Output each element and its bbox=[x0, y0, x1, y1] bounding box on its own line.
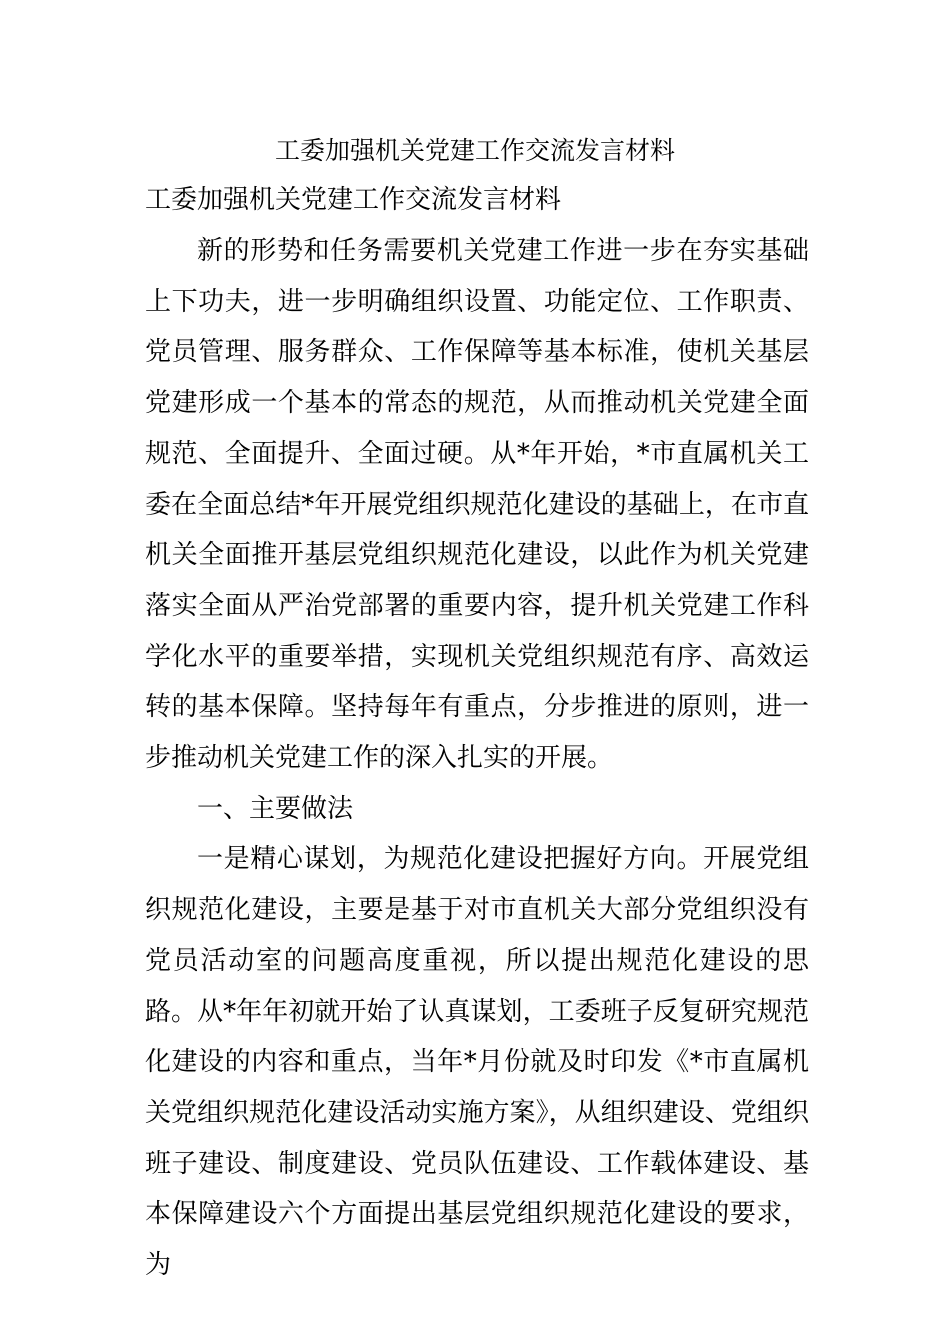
document-subtitle: 工委加强机关党建工作交流发言材料 bbox=[145, 185, 562, 215]
document-title: 工委加强机关党建工作交流发言材料 bbox=[274, 136, 675, 165]
paragraph-planning: 一是精心谋划，为规范化建设把握好方向。开展党组织规范化建设，主要是基于对市直机关大部分党组织没有党员活动室的问题高度重视，所以提出规范化建设的思路。从*年年初就开始了认真谋划，工委班子反复研究规范化建设的内容和重点，当年*月份就及时印发《*市直属机关党组织规范化建设活动实施方案》，从组织建设、党组织班子建设、制度建设、党员队伍建设、工作载体建设、基本保障建设六个方面提出基层党组织规范化建设的要求，为 bbox=[145, 844, 809, 1281]
paragraph-intro: 新的形势和任务需要机关党建工作进一步在夯实基础上下功夫，进一步明确组织设置、功能定位、工作职责、党员管理、服务群众、工作保障等基本标准，使机关基层党建形成一个基本的常态的规范，从而推动机关党建全面规范、全面提升、全面过硬。从*年开始，*市直属机关工委在全面总结*年开展党组织规范化建设的基础上，在市直机关全面推开基层党组织规范化建设，以此作为机关党建落实全面从严治党部署的重要内容，提升机关党建工作科学化水平的重要举措，实现机关党组织规范有序、高效运转的基本保障。坚持每年有重点，分步推进的原则，进一步推动机关党建工作的深入扎实的开展。 bbox=[145, 236, 809, 774]
section-heading-main-practices: 一、主要做法 bbox=[197, 793, 354, 824]
document-body bbox=[145, 226, 809, 1291]
